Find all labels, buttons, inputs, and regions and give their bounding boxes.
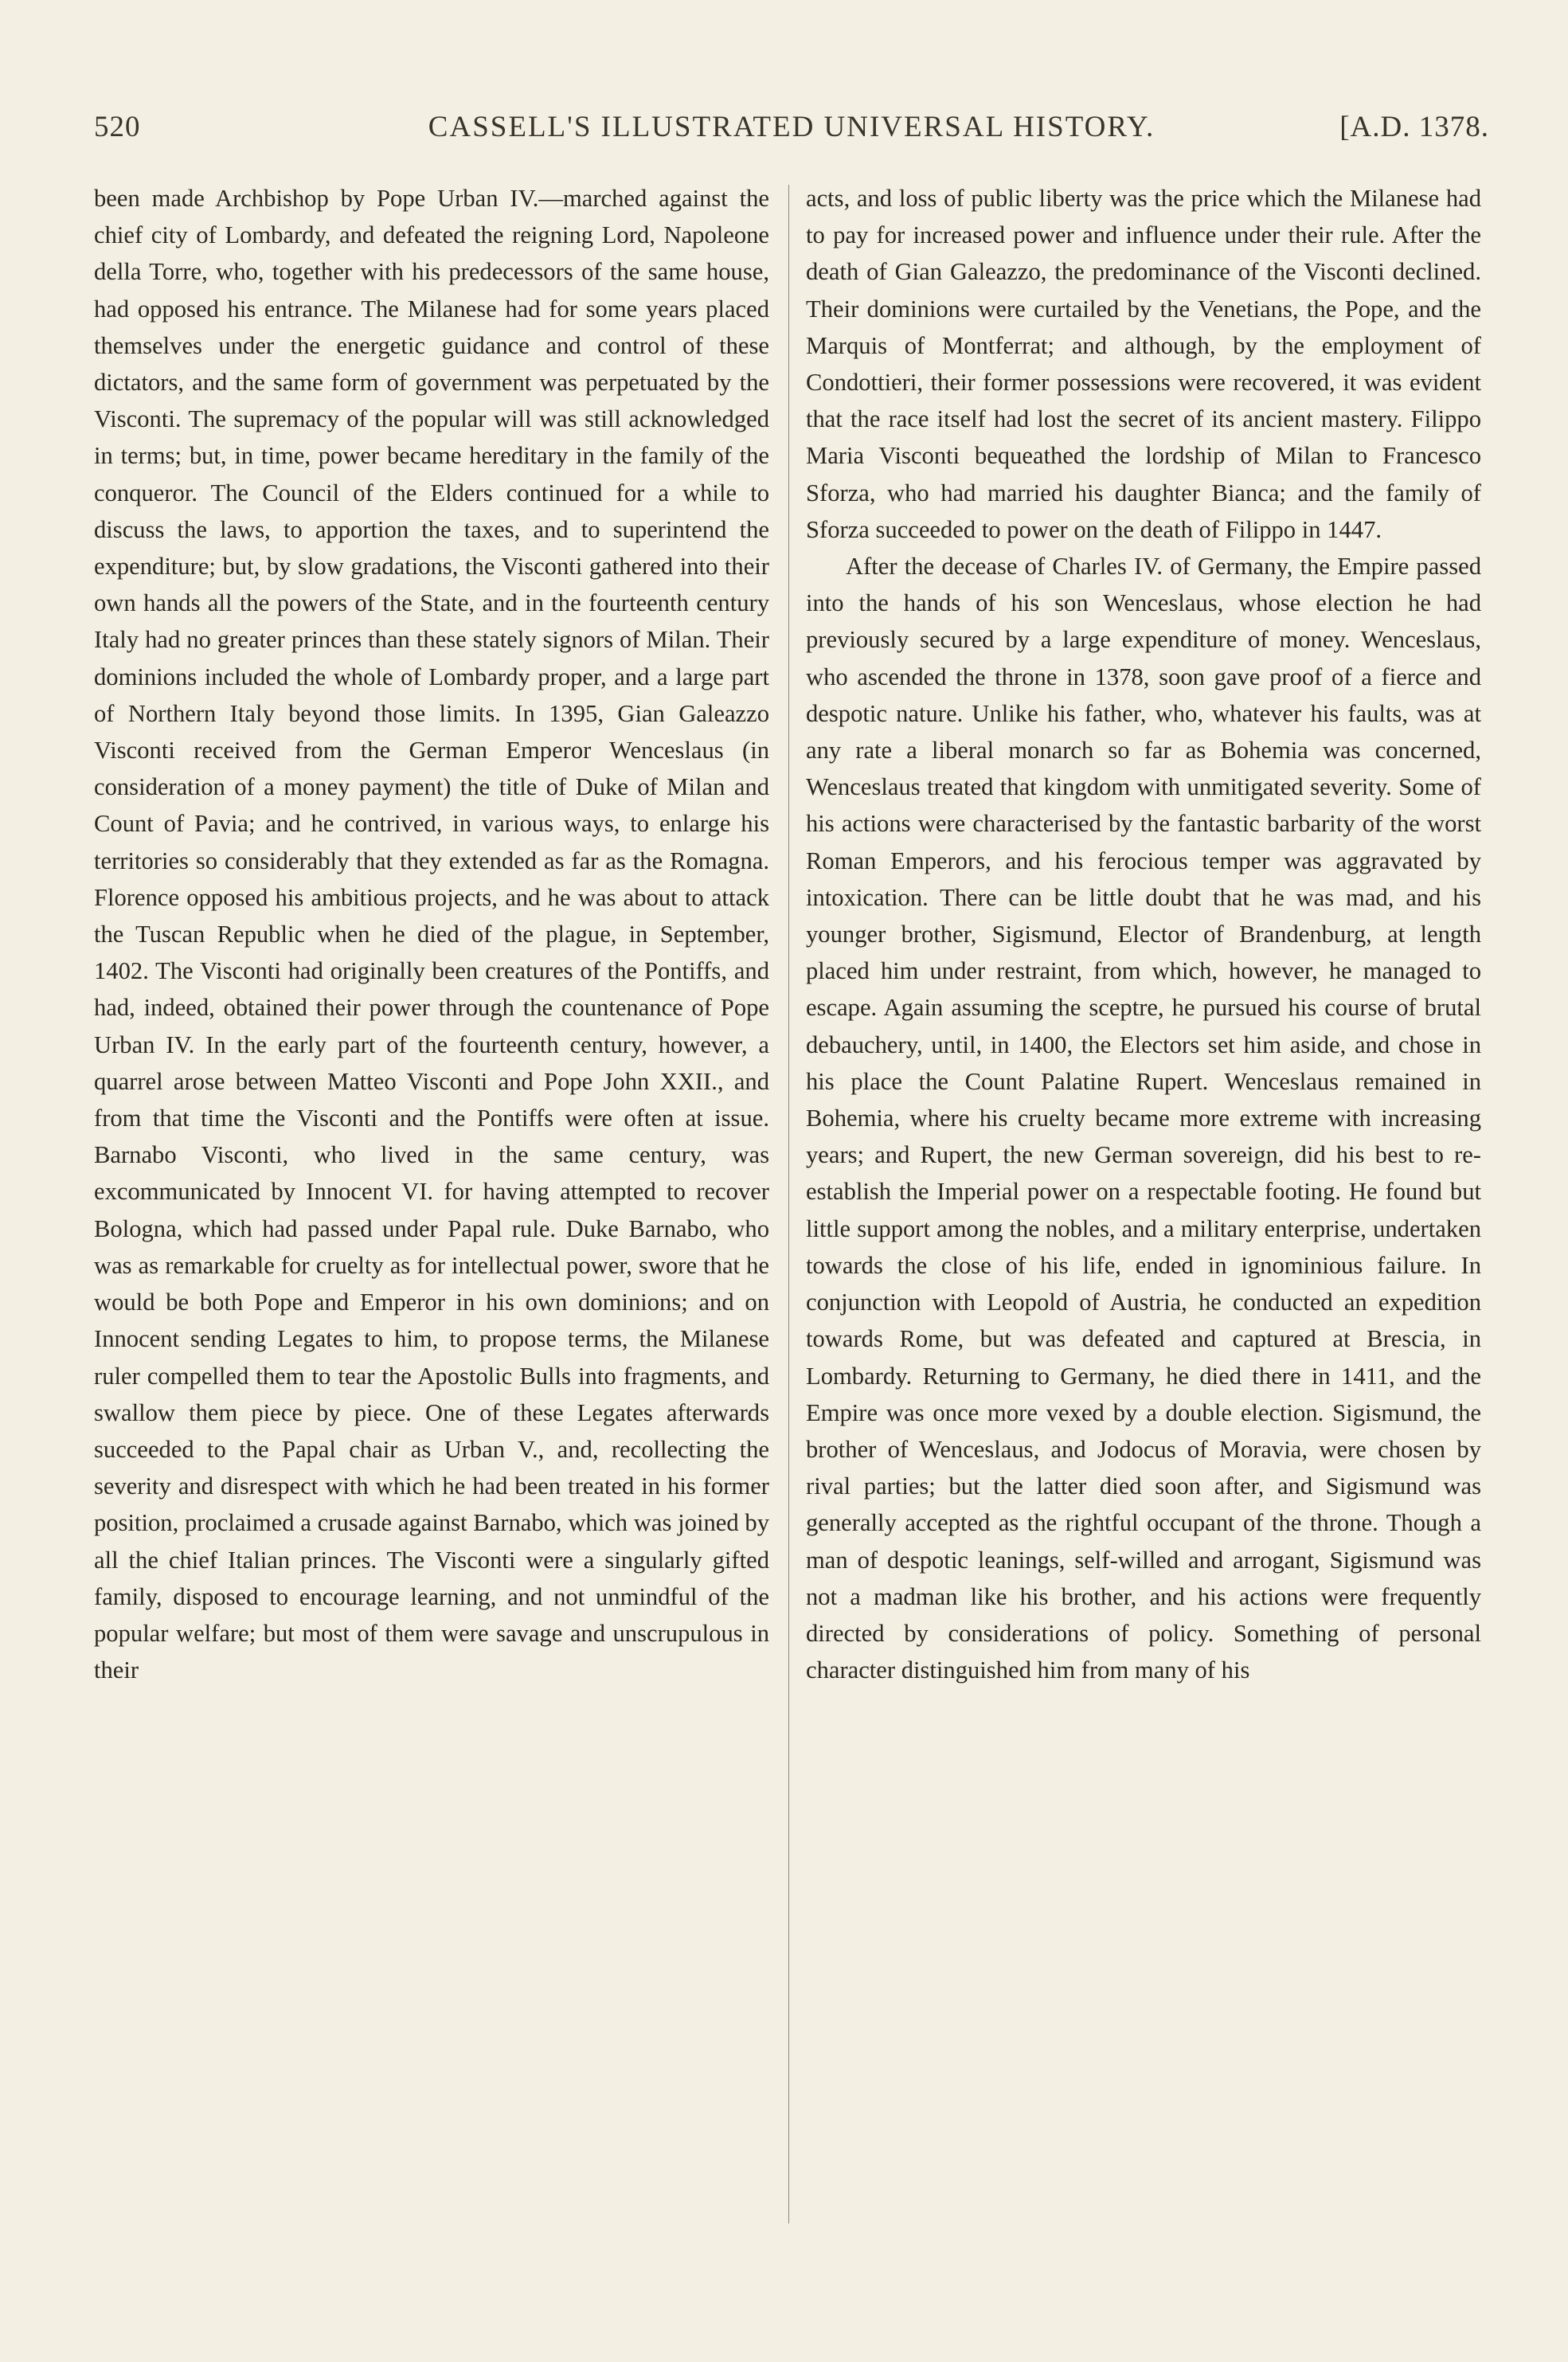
paragraph: acts, and loss of public liberty was the price which the Milanese had to pay for increased power and influence under their rule. After the death of Gian Galeazzo, the predominance of the Visconti declined. Their dominions were curtailed by the Venetians, the Pope, and the Marquis of Montferrat; and although, by the employment of Condottieri, their former possessions were recovered, it was evident that the race itself had lost the secret of its ancient mastery. Filippo Maria Visconti bequeathed the lordship of Milan to Francesco Sforza, who had married his daughter Bianca; and the family of Sforza succeeded to power on the death of Filippo in 1447. [806, 185, 1481, 543]
paragraph: After the decease of Charles IV. of Germany, the Empire passed into the hands of his son Wenceslaus, whose election he had previously secured by a large expenditure of money. Wenceslaus, who ascended the throne in 1378, soon gave proof of a fierce and despotic nature. Unlike his father, who, whatever his faults, was at any rate a liberal monarch so far as Bohemia was concerned, Wenceslaus treated that kingdom with unmitigated severity. Some of his actions were characterised by the fantastic barbarity of the worst Roman Emperors, and his ferocious temper was aggravated by intoxication. There can be little doubt that he was mad, and his younger brother, Sigismund, Elector of Brandenburg, at length placed him under restraint, from which, however, he managed to escape. Again assuming the sceptre, he pursued his course of brutal debauchery, until, in 1400, the Electors set him aside, and chose in his place the Count Palatine Rupert. Wenceslaus remained in Bohemia, where his cruelty became more extreme with increasing years; and Rupert, the new German sovereign, did his best to re-establish the Imperial power on a respectable footing. He found but little support among the nobles, and a military enterprise, undertaken towards the close of his life, ended in ignominious failure. In conjunction with Leopold of Austria, he conducted an expedition towards Rome, but was defeated and captured at Brescia, in Lombardy. Returning to Germany, he died there in 1411, and the Empire was once more vexed by a double election. Sigismund, the brother of Wenceslaus, and Jodocus of Moravia, were chosen by rival parties; but the latter died soon after, and Sigismund was generally accepted as the rightful occupant of the throne. Though a man of despotic leanings, self-willed and arrogant, Sigismund was not a madman like his brother, and his actions were frequently directed by considerations of policy. Something of personal character distinguished him from many of his [806, 553, 1481, 1684]
page-header [94, 110, 1489, 158]
left-column [94, 180, 769, 2235]
right-column [806, 180, 1481, 2235]
date-reference: [A.D. 1378. [1339, 111, 1489, 143]
paragraph: been made Archbishop by Pope Urban IV.—marched against the chief city of Lombardy, and defeated the reigning Lord, Napoleone della Torre, who, together with his predecessors of the same house, had opposed his entrance. The Milanese had for some years placed themselves under the energetic guidance and control of these dictators, and the same form of government was perpetuated by the Visconti. The supremacy of the popular will was still acknowledged in terms; but, in time, power became hereditary in the family of the conqueror. The Council of the Elders continued for a while to discuss the laws, to apportion the taxes, and to superintend the expenditure; but, by slow gradations, the Visconti gathered into their own hands all the powers of the State, and in the fourteenth century Italy had no greater princes than these stately signors of Milan. Their dominions included the whole of Lombardy proper, and a large part of Northern Italy beyond those limits. In 1395, Gian Galeazzo Visconti received from the German Emperor Wenceslaus (in consideration of a money payment) the title of Duke of Milan and Count of Pavia; and he contrived, in various ways, to enlarge his territories so considerably that they extended as far as the Romagna. Florence opposed his ambitious projects, and he was about to attack the Tuscan Republic when he died of the plague, in September, 1402. The Visconti had originally been creatures of the Pontiffs, and had, indeed, obtained their power through the countenance of Pope Urban IV. In the early part of the fourteenth century, however, a quarrel arose between Matteo Visconti and Pope John XXII., and from that time the Visconti and the Pontiffs were often at issue. Barnabo Visconti, who lived in the same century, was excommunicated by Innocent VI. for having attempted to recover Bologna, which had passed under Papal rule. Duke Barnabo, who was as remarkable for cruelty as for intellectual power, swore that he would be both Pope and Emperor in his own dominions; and on Innocent sending Legates to him, to propose terms, the Milanese ruler compelled them to tear the Apostolic Bulls into fragments, and swallow them piece by piece. One of these Legates afterwards succeeded to the Papal chair as Urban V., and, recollecting the severity and disrespect with which he had been treated in his former position, proclaimed a crusade against Barnabo, which was joined by all the chief Italian princes. The Visconti were a singularly gifted family, disposed to encourage learning, and not unmindful of the popular welfare; but most of them were savage and unscrupulous in their [94, 185, 769, 1684]
running-title: CASSELL'S ILLUSTRATED UNIVERSAL HISTORY. [428, 111, 1155, 143]
page-number: 520 [94, 111, 141, 143]
column-divider [788, 185, 789, 2223]
